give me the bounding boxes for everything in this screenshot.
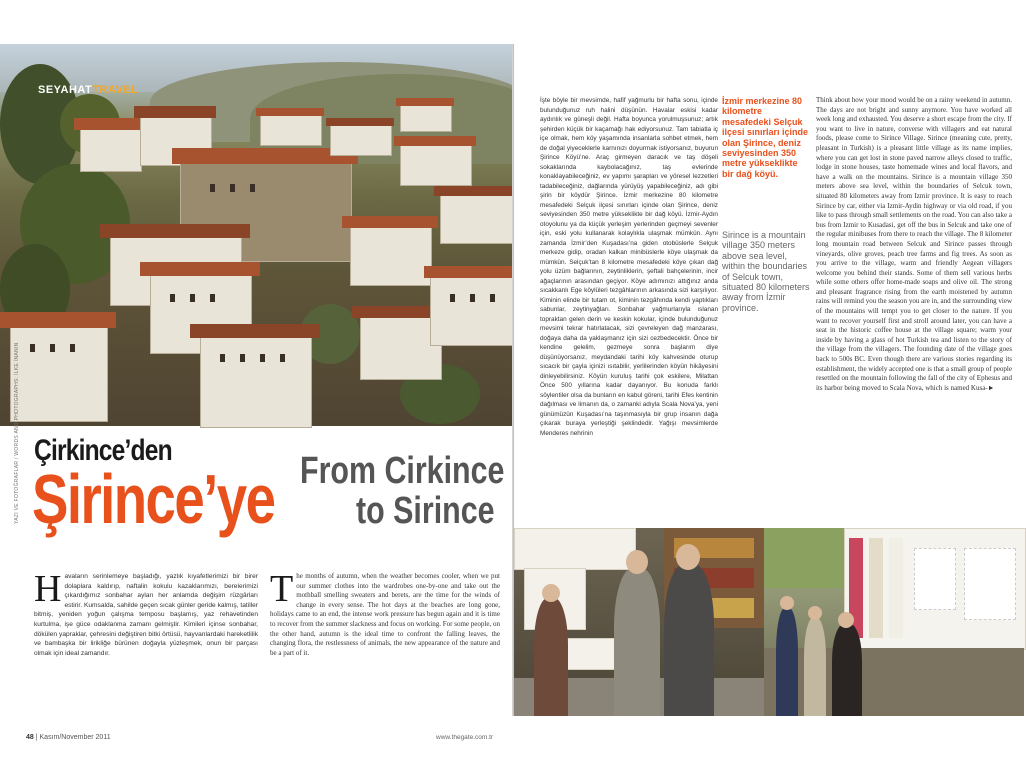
headline-en-line2: to Sirince	[356, 490, 495, 532]
left-page	[0, 44, 514, 741]
page-number: 48	[26, 734, 34, 741]
dropcap-tr: H	[34, 568, 62, 610]
dropcap-en: T	[270, 568, 294, 610]
section-tag-tr: SEYAHAT	[38, 84, 93, 96]
intro-en-body: he months of autumn, when the weather becomes cooler, when we put our summer clothes into the wardrobes one-by-one and take out the mothball smelling sweaters and berets, are the time for the winds of change in every sense. The hot days at the beaches are long gone, holidays came to an end, the intense work pressure has begun again and it is time to recover from the summer slackness and focus on working. For some people, on the other hand, autumn is the ideal time to confront the falling leaves, the changing flora, the restlessness of animals, the new appearance of the nature and be a part of it.	[270, 572, 500, 657]
photo-credit: YAZI VE FOTOĞRAFLAR / WORDS AND PHOTOGRAPHS: İLKE İNANIN	[14, 342, 20, 524]
intro-text-tr	[34, 568, 258, 658]
headline-en-line1: From Cirkince	[300, 450, 505, 492]
issue-date: Kasım/November 2011	[39, 734, 111, 741]
intro-tr-body: avaların serinlemeye başladığı, yazlık kıyafetlerimizi bir birer dolaplara kaldırıp, naftalin kokulu kazaklarımızı, berelerimizi çıkardığımız sonbahar ayları her anlamda değişim rüzgârları estirir. Kumsalda, sahilde geçen sıcak günler geride kalmış, tatiller bitmiş, yeniden yoğun çalışma temposu başlamış, yaz rehavetinden kurtulma, işe güce odaklanma zamanı gelmiştir. Kimileri içinse sonbahar, dökülen yapraklar, çehresini değiştiren bitki örtüsü, hayvanlardaki hareketlilik ve bambaşka bir lirikliğe bürünen doğayla yüzleşmek, onun bir parçası olmak için ideal zamandır.	[34, 573, 258, 657]
section-tag-en: TRAVEL	[92, 84, 139, 96]
right-page	[514, 44, 1024, 716]
body-column-tr: İşte böyle bir mevsimde, hafif yağmurlu bir hafta sonu, içinde bulunduğunuz ruh halini düşünün. Havalar eskisi kadar aydınlık ve güneşli değil. Hafta boyunca yorulmuşsunuz; artık şehirden küçük bir kaçamağı hak ediyorsunuz. Tam tabiatla iç içe olmak, hem köy yaşamında insanlarla sohbet etmek, hem de doğal yiyeceklerle karnınızı doyurmak istiyorsanız, buyurun Şirince Köyü’ne. Araç girmeyen daracık ve taş döşeli sokaklarında kaybolacağınız, taş evlerinde konaklayabileceğiniz, ev yapımı şarapları ve yöresel lezzetleri tadabileceğiniz, dağlarında yürüyüş yapabileceğiniz, adı gibi şirin bir köydür Şirince. İzmir merkezine 80 kilometre mesafedeki Selçuk ilçesi sınırları içinde olan Şirince, deniz seviyesinden 350 metre yükseklikte bir dağ köyü. İzmir-Aydın otoyolunu ya da küçük yerleşim yerlerinden geçmeyi sevenler için, eski yolu kullanarak kolaylıkla ulaşmak mümkün. Aynı zamanda İzmir’den Kuşadası’na giden otobüslerle Selçuk merkeze gidip, oradan kalkan minibüslerle köye ulaşmak da mümkün. Selçuk’tan 8 kilometre mesafedeki köye çıkan dağ yolu üzüm bağlarının, zeytinliklerin, şeftali bahçelerinin, incir ağaçlarının arasından geçiyor. Köye adımınızı attığınız anda sıcakkanlı Ege köylüleri tezgâhlarının arkasında sizi karşılıyor. Kiminin elinde bir tutam ot, kiminin tezgâhında kendi yaptıkları sabunlar, zeytinyağları. Sonbahar yağmurlarıyla ıslanan topraktan gelen derin ve keskin kokular, içinde bulunduğunuz mevsimi tekrar hatırlatacak, sizi çevreleyen dağ manzarası, doğaya daha da yaklaşmanız için sizi cezbedecektir. Önce bir kendine gelelim, gezmeye sonra başlarım diye düşünüyorsanız, meydandaki tarihi köy kahvesinde oturup sıcacık bir çayla içinizi ısıtabilir, yerlilerinden köyün hikâyesini dinleyebilirsiniz. Köyün kuruluş tarihi çok eskilere, Milattan Önce 500 yıllarına kadar dayanıyor. Bu konuda farklı söylentiler olsa da bunların en kabul göreni, tarihi Efes kentinin dağılması ve limanın da, o zamanki adıyla Scala Nova’ya, yeni günümüzün Kuşadası’na taşınmasıyla bir grup insanın dağa çıkarak buraya yerleştiği şeklindedir. Yağışı mevsimlerde Menderes nehrinin	[540, 97, 718, 437]
section-tag	[38, 84, 138, 96]
market-photo	[514, 528, 1024, 716]
intro-text-en	[270, 568, 500, 658]
body-column-en: Think about how your mood would be on a rainy weekend in autumn. The days are not bright and sunny anymore. You have worked all week long and exhausted. You deserve a short escape from the city. If you want to live in nature, converse with villagers and eat natural foods, please come to Sirince Village. Sirince (meaning cute, pretty, pleasant in Turkish) is a pleasant little village as its name implies, where you can get lost in stone paved narrow alleys closed to traffic, lodge in stone houses, taste homemade wines and local flavors, and have a walk on the mountains. Sirince is a mountain village 350 meters above sea level, within the boundaries of Selcuk town, situated 80 kilometers away from Izmir province. It is easy to reach Sirince by car, either via Izmir-Aydin highway or via old road, if you like to pass through small settlements on the road. You can also take a bus from Izmir to Kusadasi, get off the bus in Selcuk and take one of the regular minibuses from there to reach the village. The 8 kilometer long mountain road between Selcuk and Sirince passes through vineyards, olive groves, peach tree farms and fig trees. As soon as you arrive to the village, warm and friendly Aegean villagers welcome you behind their stands. Some of them sell various herbs while some others offer home-made soaps and olive oil. The strong and pleasant fragrance rising from the earth moistened by autumn rains will remind you the season you are in, and the surrounding view of the mountains will tempt you to get closer to the nature. If you want to recover yourself first and stroll around later, you can have a seat in the historic coffee house at the village square; warm your inside by having a glass of hot Turkish tea and listen to the story of the village from the villagers. The founding date of the village goes back to 500s BC. Even though there are various stories regarding its establishment, the widely accepted one is that a small group of people resettled on the mountain following the fall of the city of Ephesus and its harbor being moved to Scala Nova, which is named Kusa-►	[816, 96, 1012, 392]
headline-tr-line2: Şirince’ye	[32, 460, 275, 538]
pullquote-tr: İzmir merkezine 80 kilometre mesafedeki Selçuk ilçesi sınırları içinde olan Şirince, deniz seviyesinden 350 metre yükseklikte bir dağ köyü.	[722, 96, 809, 179]
headline-tr-line1: Çirkince’den	[34, 434, 172, 467]
village-photo	[0, 44, 514, 426]
pullquote-en: Sirince is a mountain village 350 meters above sea level, within the boundaries of Selcuk town, situated 80 kilometers away from İzmir province.	[722, 230, 810, 313]
magazine-url: www.thegate.com.tr	[436, 734, 494, 741]
folio: 48 | Kasım/November 2011	[26, 734, 111, 741]
